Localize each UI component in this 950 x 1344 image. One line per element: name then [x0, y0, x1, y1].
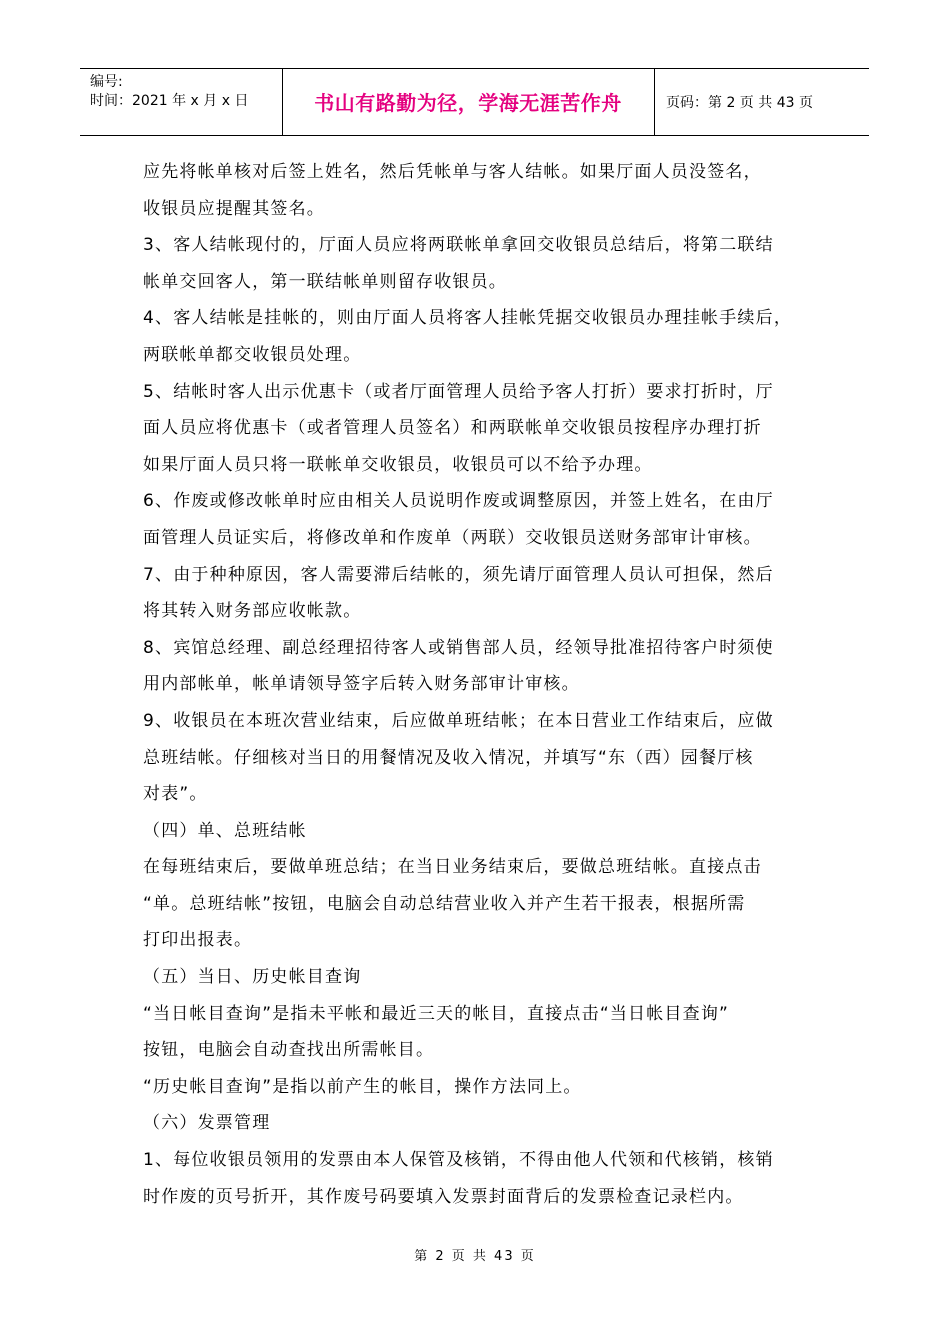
section-heading: （五）当日、历史帐目查询: [143, 967, 362, 988]
section-heading: （六）发票管理: [143, 1113, 271, 1134]
header-motto: 书山有路勤为径，学海无涯苦作舟: [314, 91, 622, 115]
header-page-info: 页码：第 2 页 共 43 页: [666, 95, 813, 111]
body-line: 6、作废或修改帐单时应由相关人员说明作废或调整原因，并签上姓名，在由厅: [143, 491, 774, 512]
body-line: 5、结帐时客人出示优惠卡（或者厅面管理人员给予客人打折）要求打折时，厅: [143, 381, 774, 402]
body-line: 收银员应提醒其签名。: [143, 198, 325, 219]
body-line: 对表”。: [143, 784, 208, 805]
body-line: 3、客人结帐现付的，厅面人员应将两联帐单拿回交收银员总结后，将第二联结: [143, 235, 774, 256]
document-body: [143, 154, 823, 1215]
body-line: “单。总班结帐”按钮，电脑会自动总结营业收入并产生若干报表，根据所需: [143, 893, 746, 914]
body-line: “当日帐目查询”是指未平帐和最近三天的帐目，直接点击“当日帐目查询”: [143, 1003, 730, 1024]
page-footer: 第 2 页 共 43 页: [414, 1249, 536, 1264]
body-line: 应先将帐单核对后签上姓名，然后凭帐单与客人结帐。如果厅面人员没签名，: [143, 162, 762, 182]
body-line: 7、由于种种原因，客人需要滞后结帐的，须先请厅面管理人员认可担保，然后: [143, 564, 774, 585]
body-line: “历史帐目查询”是指以前产生的帐目，操作方法同上。: [143, 1076, 582, 1097]
section-heading: （四）单、总班结帐: [143, 820, 307, 841]
body-line: 4、客人结帐是挂帐的，则由厅面人员将客人挂帐凭据交收银员办理挂帐手续后，: [143, 308, 793, 329]
body-line: 两联帐单都交收银员处理。: [143, 344, 362, 365]
document-date: 时间：2021 年 x 月 x 日: [90, 93, 249, 109]
body-line: 在每班结束后，要做单班总结；在当日业务结束后，要做总班结帐。直接点击: [143, 857, 762, 878]
body-line: 用内部帐单，帐单请领导签字后转入财务部审计审核。: [143, 674, 580, 695]
body-line: 如果厅面人员只将一联帐单交收银员，收银员可以不给予办理。: [143, 454, 653, 475]
document-number-label: 编号:: [90, 74, 123, 90]
body-line: 8、宾馆总经理、副总经理招待客人或销售部人员，经领导批准招待客户时须使: [143, 637, 774, 658]
body-line: 按钮，电脑会自动查找出所需帐目。: [143, 1040, 435, 1061]
body-line: 时作废的页号折开，其作废号码要填入发票封面背后的发票检查记录栏内。: [143, 1186, 744, 1207]
body-line: 帐单交回客人，第一联结帐单则留存收银员。: [143, 271, 507, 292]
body-line: 9、收银员在本班次营业结束，后应做单班结帐；在本日营业工作结束后，应做: [143, 710, 774, 731]
body-line: 面人员应将优惠卡（或者管理人员签名）和两联帐单交收银员按程序办理打折: [143, 418, 762, 439]
body-line: 1、每位收银员领用的发票由本人保管及核销，不得由他人代领和代核销，核销: [143, 1150, 774, 1171]
page-header: [80, 68, 869, 136]
body-line: 面管理人员证实后，将修改单和作废单（两联）交收银员送财务部审计审核。: [143, 527, 762, 548]
header-divider-right: [654, 69, 655, 135]
header-meta: [90, 73, 248, 111]
body-line: 总班结帐。仔细核对当日的用餐情况及收入情况，并填写“东（西）园餐厅核: [143, 747, 754, 768]
body-line: 将其转入财务部应收帐款。: [143, 601, 362, 622]
body-line: 打印出报表。: [143, 930, 253, 951]
